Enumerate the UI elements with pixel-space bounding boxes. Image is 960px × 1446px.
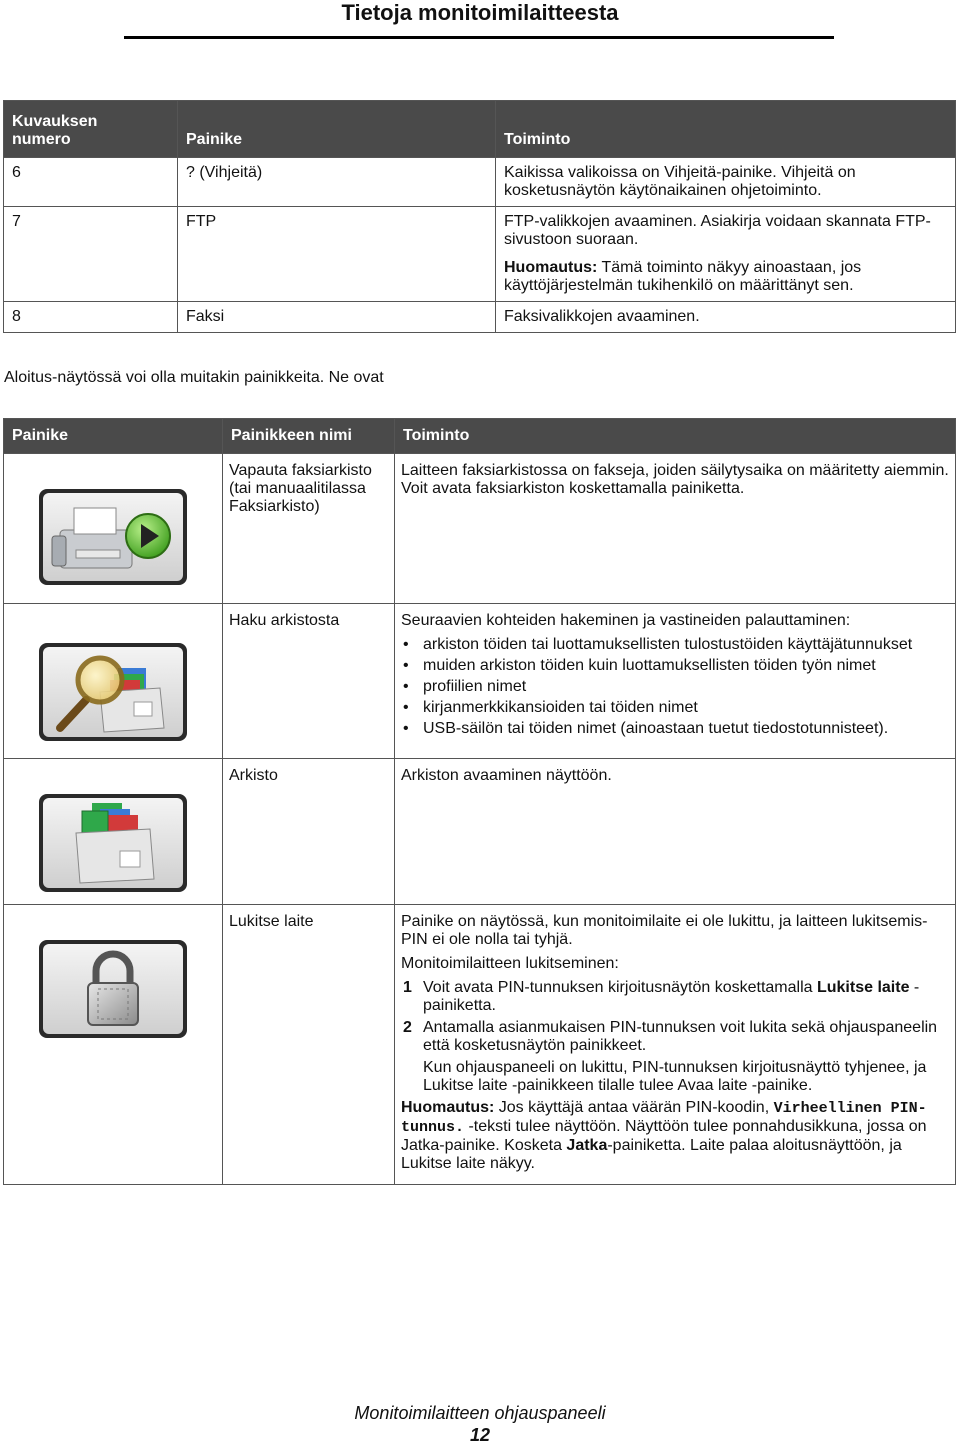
title-rule	[124, 36, 834, 39]
list-item: • arkiston töiden tai luottamuksellisten tulostustöiden käyttäjätunnukset	[401, 636, 949, 654]
table-header-row	[4, 419, 956, 454]
row-function: Kaikissa valikoissa on Vihjeitä-painike. Vihjeitä on kosketusnäytön käytönaikainen ohjetoiminto.	[496, 158, 956, 207]
header-button: Painike	[178, 101, 496, 158]
list-item: 2 Antamalla asianmukaisen PIN-tunnuksen voit lukita sekä ohjauspaneelin että kosketusnäytön painikkeet. Kun ohjauspaneeli on lukittu, PIN-tunnuksen kirjoitusnäyttö tyhjenee, ja Lukitse laite -painikkeen tilalle tulee Avaa laite -painike.	[401, 1019, 949, 1095]
table-row	[4, 759, 956, 905]
list-item: • muiden arkiston töiden kuin luottamuksellisten töiden työn nimet	[401, 657, 949, 675]
row-button: ? (Vihjeitä)	[178, 158, 496, 207]
table-row	[4, 454, 956, 604]
button-name: Haku arkistosta	[223, 604, 395, 759]
list-item: • profiilien nimet	[401, 678, 949, 696]
step-number: 1	[403, 979, 412, 996]
button-name: Lukitse laite	[223, 905, 395, 1185]
row-button: FTP	[178, 207, 496, 302]
table-header-row	[4, 101, 956, 158]
page-footer	[0, 1402, 960, 1446]
row-function: Arkiston avaaminen näyttöön.	[395, 759, 956, 905]
header-number: Kuvauksen numero	[4, 101, 178, 158]
icon-cell	[4, 604, 223, 759]
note	[504, 259, 947, 295]
search-held-jobs-icon	[38, 642, 188, 742]
subheading: Monitoimilaitteen lukitseminen:	[401, 955, 619, 972]
header-function: Toiminto	[395, 419, 956, 454]
button-name: Arkisto	[223, 759, 395, 905]
page-number: 12	[469, 1425, 491, 1445]
table-row	[4, 207, 956, 302]
icon-cell	[4, 454, 223, 604]
held-jobs-icon	[38, 793, 188, 893]
button-name: Vapauta faksiarkisto (tai manuaalitilassa Faksiarkisto)	[223, 454, 395, 604]
list-item: • USB-säilön tai töiden nimet (ainoastaan tuetut tiedostotunnisteet).	[401, 720, 949, 738]
footer-title: Monitoimilaitteen ohjauspaneeli	[354, 1403, 606, 1423]
row-function	[496, 207, 956, 302]
list-item: • kirjanmerkkikansioiden tai töiden nimet	[401, 699, 949, 717]
step-list	[401, 979, 949, 1095]
function-text: Seuraavien kohteiden hakeminen ja vastineiden palauttaminen:	[401, 612, 851, 629]
row-number: 8	[4, 302, 178, 333]
header-button-name: Painikkeen nimi	[223, 419, 395, 454]
step-extra: Kun ohjauspaneeli on lukittu, PIN-tunnuksen kirjoitusnäyttö tyhjenee, ja Lukitse laite -painikkeen tilalle tulee Avaa laite -painike.	[423, 1059, 927, 1094]
row-function	[395, 905, 956, 1185]
table-row	[4, 905, 956, 1185]
fax-held-icon	[38, 488, 188, 586]
page-title: Tietoja monitoimilaitteesta	[341, 0, 619, 25]
table-row	[4, 302, 956, 333]
row-number: 7	[4, 207, 178, 302]
list-item: 1 Voit avata PIN-tunnuksen kirjoitusnäytön koskettamalla Lukitse laite -painiketta.	[403, 979, 920, 1014]
function-text: FTP-valikkojen avaaminen. Asiakirja voidaan skannata FTP-sivustoon suoraan.	[504, 213, 931, 248]
icon-cell	[4, 759, 223, 905]
row-function: Laitteen faksiarkistossa on fakseja, joiden säilytysaika on määritetty aiemmin. Voit avata faksiarkiston koskettamalla painiketta.	[395, 454, 956, 604]
lock-icon	[38, 939, 188, 1039]
row-function	[395, 604, 956, 759]
table-row	[4, 158, 956, 207]
note-label: Huomautus:	[504, 259, 598, 276]
error-message: Virheellinen PIN-tunnus.	[401, 1100, 927, 1136]
row-number: 6	[4, 158, 178, 207]
intro-text: Aloitus-näytössä voi olla muitakin painikkeita. Ne ovat	[4, 369, 384, 386]
header-button: Painike	[4, 419, 223, 454]
note-text: Tämä toiminto näkyy ainoastaan, jos käyttöjärjestelmän tukihenkilö on määrittänyt sen.	[504, 259, 862, 294]
icon-cell	[4, 905, 223, 1185]
bullet-list	[401, 636, 949, 738]
row-function: Faksivalikkojen avaaminen.	[496, 302, 956, 333]
header-function: Toiminto	[496, 101, 956, 158]
step-number: 2	[403, 1019, 412, 1036]
note: Huomautus: Jos käyttäjä antaa väärän PIN-koodin, Virheellinen PIN-tunnus. -teksti tulee näyttöön. Näyttöön tulee ponnahdusikkuna, jossa on Jatka-painike. Kosketa Jatka-painiketta. Laite palaa aloitusnäyttöön, ja Lukitse laite näkyy.	[401, 1099, 927, 1172]
button-table-1	[3, 100, 956, 333]
function-text: Painike on näytössä, kun monitoimilaite ei ole lukittu, ja laitteen lukitsemis-PIN ei ole nolla tai tyhjä.	[401, 913, 928, 948]
row-button: Faksi	[178, 302, 496, 333]
button-table-2	[3, 418, 956, 1185]
table-row	[4, 604, 956, 759]
